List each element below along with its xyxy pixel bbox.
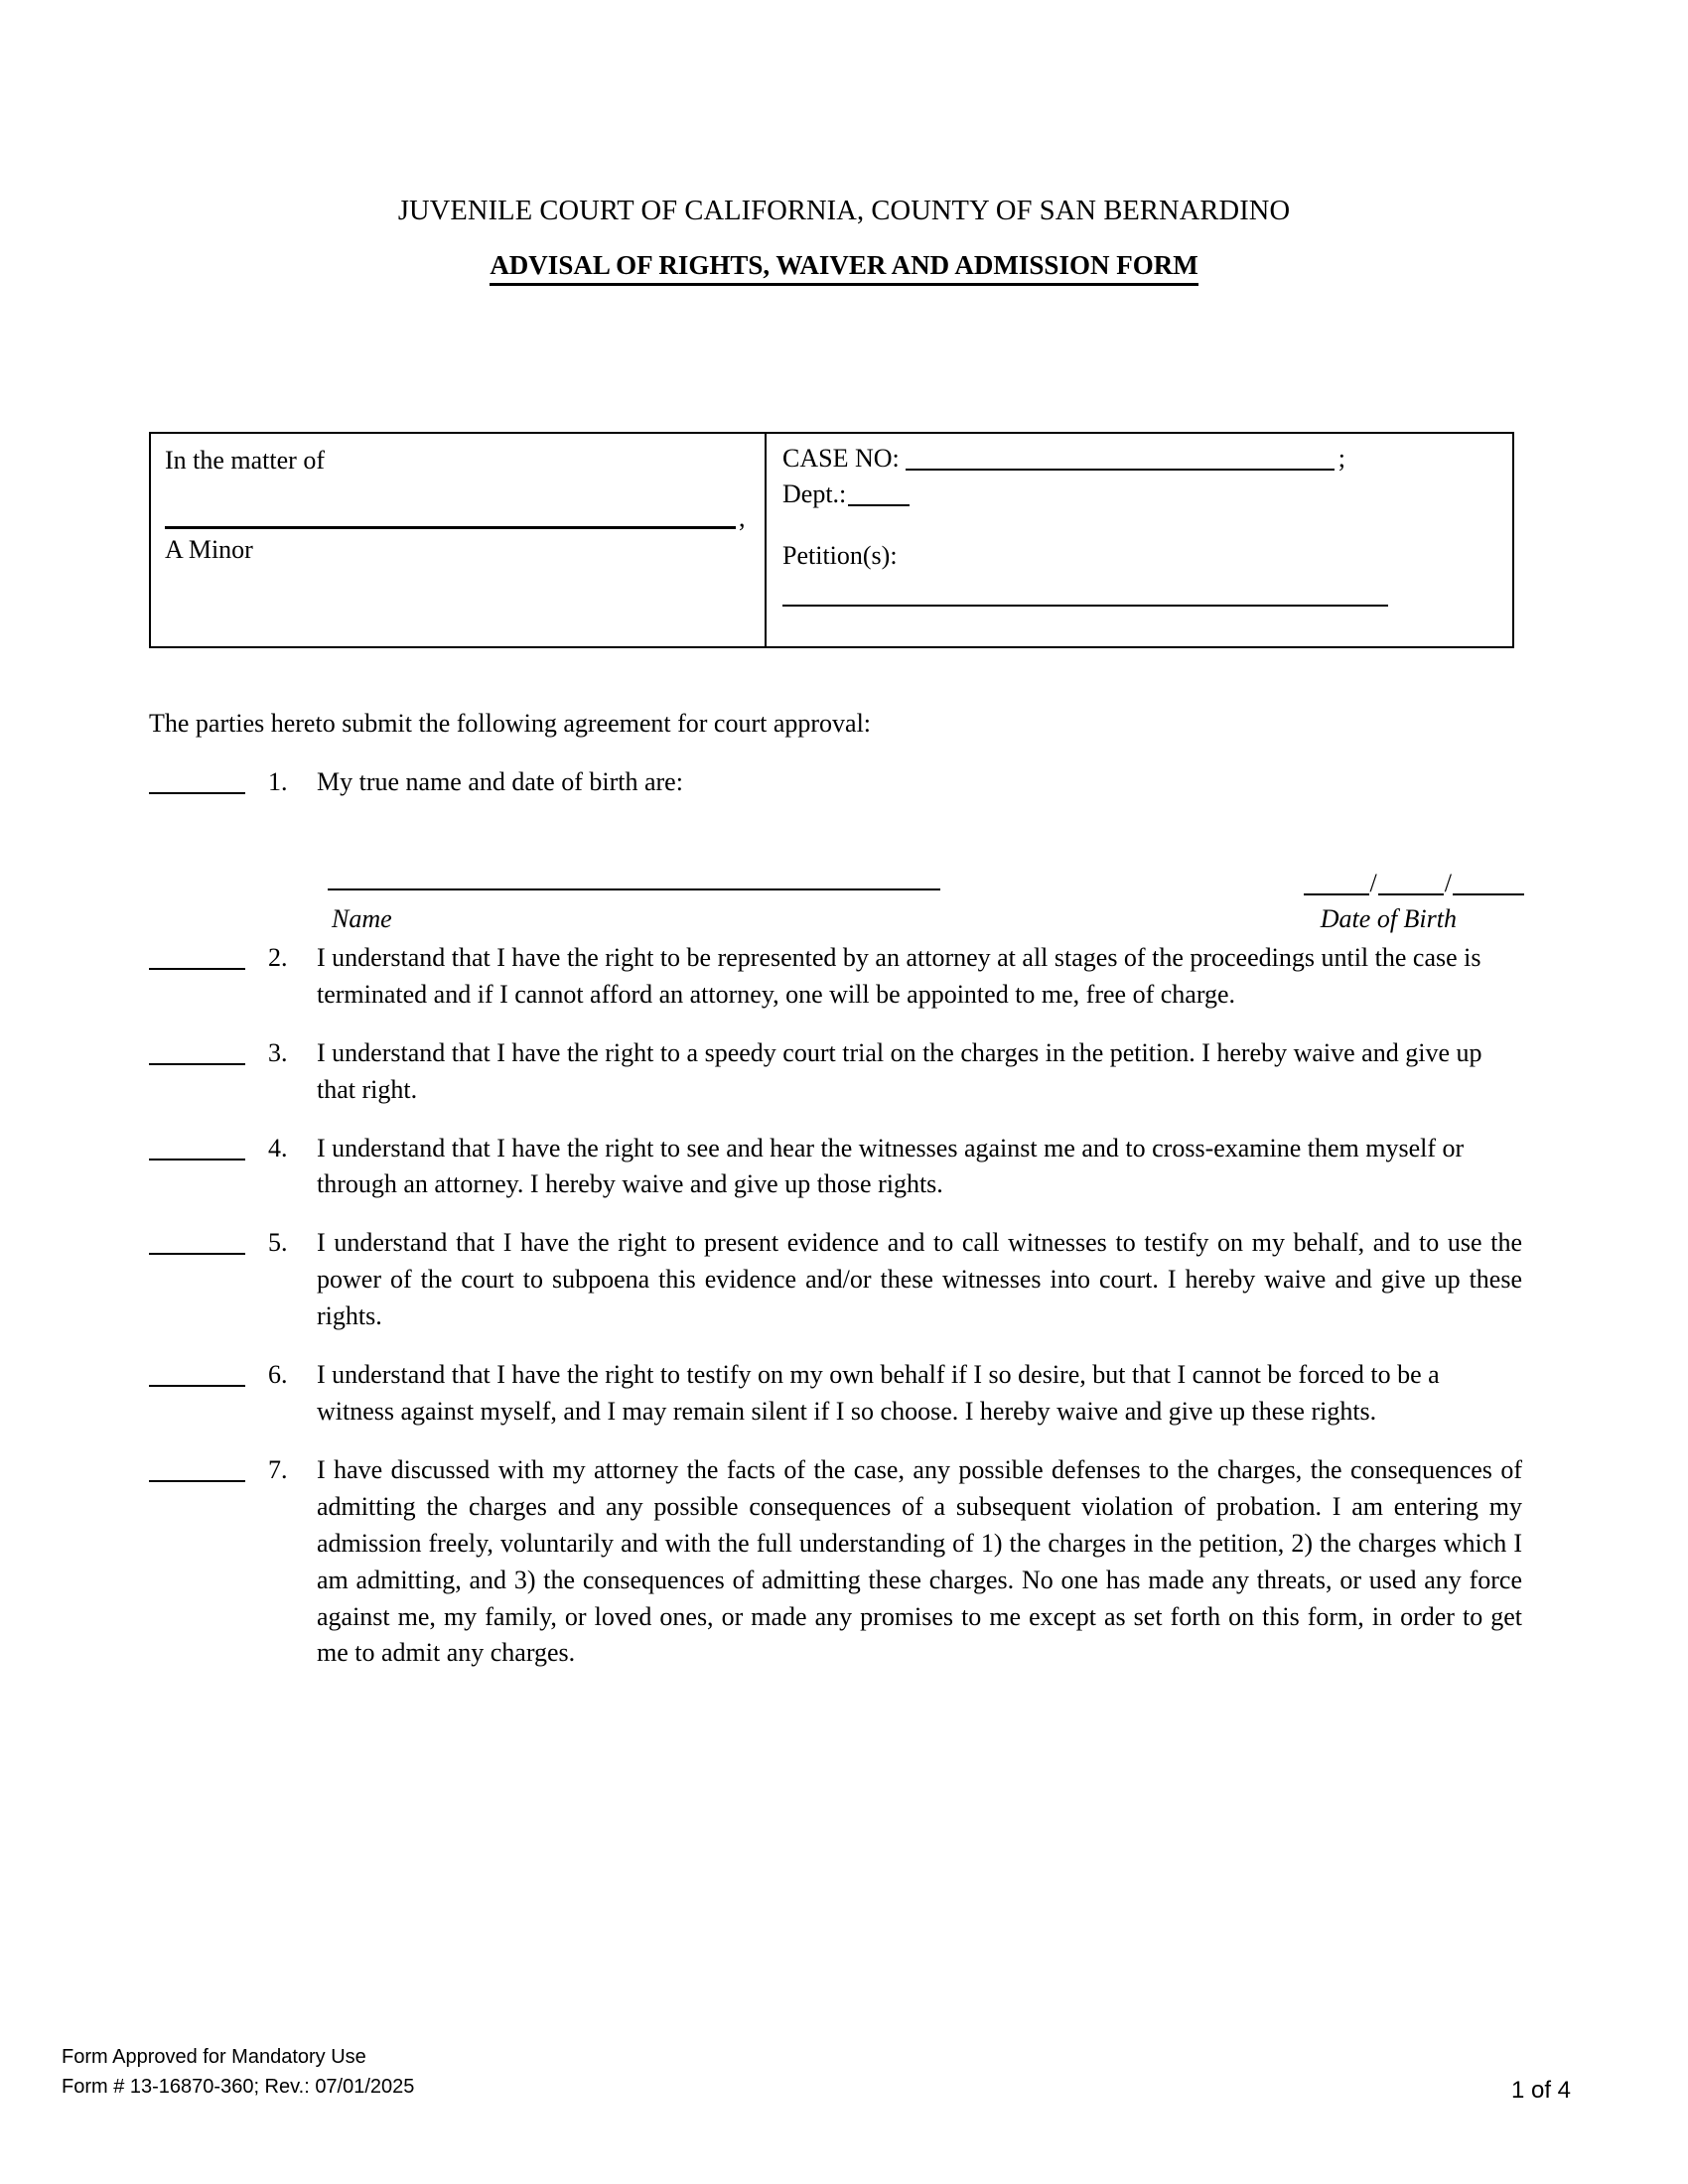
- initials-blank-2[interactable]: [149, 968, 245, 970]
- item-number-1: 1.: [268, 767, 288, 796]
- dob-separator-1: /: [1369, 869, 1377, 897]
- dob-year-input[interactable]: [1453, 893, 1524, 895]
- dob-day-input[interactable]: [1378, 893, 1444, 895]
- form-number-line: Form # 13-16870-360; Rev.: 07/01/2025: [62, 2076, 415, 2098]
- name-and-dob-fields: [328, 869, 1524, 1018]
- item-number-4: 4.: [268, 1133, 288, 1162]
- name-field-label: Name: [332, 904, 392, 933]
- list-item: [149, 1225, 1524, 1335]
- form-title: ADVISAL OF RIGHTS, WAIVER AND ADMISSION FORM: [490, 250, 1197, 286]
- dob-month-input[interactable]: [1304, 893, 1369, 895]
- in-the-matter-of-label: In the matter of: [165, 446, 325, 475]
- initials-blank-1[interactable]: [149, 792, 245, 794]
- department-input[interactable]: [848, 504, 910, 506]
- item-number-2: 2.: [268, 942, 288, 972]
- initials-blank-3[interactable]: [149, 1063, 245, 1065]
- list-item: [149, 1357, 1524, 1431]
- document-header: [0, 195, 1688, 286]
- form-title-wrapper: [0, 250, 1688, 286]
- initials-blank-4[interactable]: [149, 1159, 245, 1160]
- item-text-1: My true name and date of birth are:: [317, 767, 683, 796]
- court-name: JUVENILE COURT OF CALIFORNIA, COUNTY OF SAN BERNARDINO: [397, 196, 1291, 226]
- item-text-6: I understand that I have the right to testify on my own behalf if I so desire, but that I cannot be forced to be a witness against myself, and I may remain silent if I so choose. I hereby waive and give up these rights.: [317, 1360, 1440, 1426]
- case-number-terminator: ;: [1337, 444, 1345, 473]
- petitions-input[interactable]: [782, 605, 1388, 607]
- case-number-label: CASE NO:: [782, 444, 900, 473]
- name-input[interactable]: [328, 888, 940, 890]
- initials-blank-7[interactable]: [149, 1480, 245, 1482]
- petitions-label: Petition(s):: [782, 541, 898, 570]
- list-item: [149, 1035, 1524, 1109]
- item-text-3: I understand that I have the right to a speedy court trial on the charges in the petition. I hereby waive and give up that right.: [317, 1037, 1482, 1104]
- case-number-input[interactable]: [906, 469, 1335, 471]
- list-item: [149, 1131, 1524, 1204]
- caption-left-cell: [151, 434, 767, 646]
- page-indicator: 1 of 4: [1510, 2077, 1571, 2104]
- case-caption-box: [149, 432, 1514, 648]
- a-minor-label: A Minor: [165, 535, 253, 564]
- minor-name-comma: ,: [739, 503, 746, 532]
- dob-separator-2: /: [1444, 869, 1452, 897]
- item-text-7: I have discussed with my attorney the facts of the case, any possible defenses to the charges, the consequences of admitting the charges and any possible consequences of a subsequent violation of probation. I am entering my admission freely, voluntarily and with the full understanding of 1) the charges in the petition, 2) the charges which I am admitting, and 3) the consequences of admitting these charges. No one has made any threats, or used any force against me, my family, or loved ones, or made any promises to me except as set forth on this form, in order to get me to admit any charges.: [317, 1454, 1522, 1668]
- item-number-7: 7.: [268, 1454, 288, 1484]
- item-text-4: I understand that I have the right to see and hear the witnesses against me and to cross-examine them myself or through an attorney. I hereby waive and give up those rights.: [317, 1133, 1465, 1199]
- item-number-6: 6.: [268, 1360, 288, 1390]
- date-of-birth-inputs: [1304, 869, 1524, 898]
- item-number-5: 5.: [268, 1228, 288, 1258]
- footer-left-block: [62, 2042, 414, 2102]
- minor-name-input[interactable]: [165, 526, 736, 529]
- case-number-row: [782, 444, 1345, 474]
- item-text-2: I understand that I have the right to be represented by an attorney at all stages of the proceedings until the case is terminated and if I cannot afford an attorney, one will be appointed to me, free of charge.: [317, 942, 1481, 1009]
- intro-sentence: The parties hereto submit the following agreement for court approval:: [149, 709, 872, 738]
- department-label: Dept.:: [782, 479, 847, 508]
- form-approval-line: Form Approved for Mandatory Use: [62, 2046, 366, 2068]
- initials-blank-5[interactable]: [149, 1253, 245, 1255]
- department-row: [782, 479, 910, 509]
- list-item: [149, 1452, 1524, 1672]
- caption-right-cell: [767, 434, 1512, 646]
- dob-field-label: Date of Birth: [1320, 904, 1457, 933]
- list-item: [149, 764, 1524, 801]
- item-number-3: 3.: [268, 1037, 288, 1067]
- item-text-5: I understand that I have the right to present evidence and to call witnesses to testify on my behalf, and to use the power of the court to subpoena this evidence and/or these witnesses into court. I hereby waive and give up these rights.: [317, 1228, 1522, 1331]
- initials-blank-6[interactable]: [149, 1385, 245, 1387]
